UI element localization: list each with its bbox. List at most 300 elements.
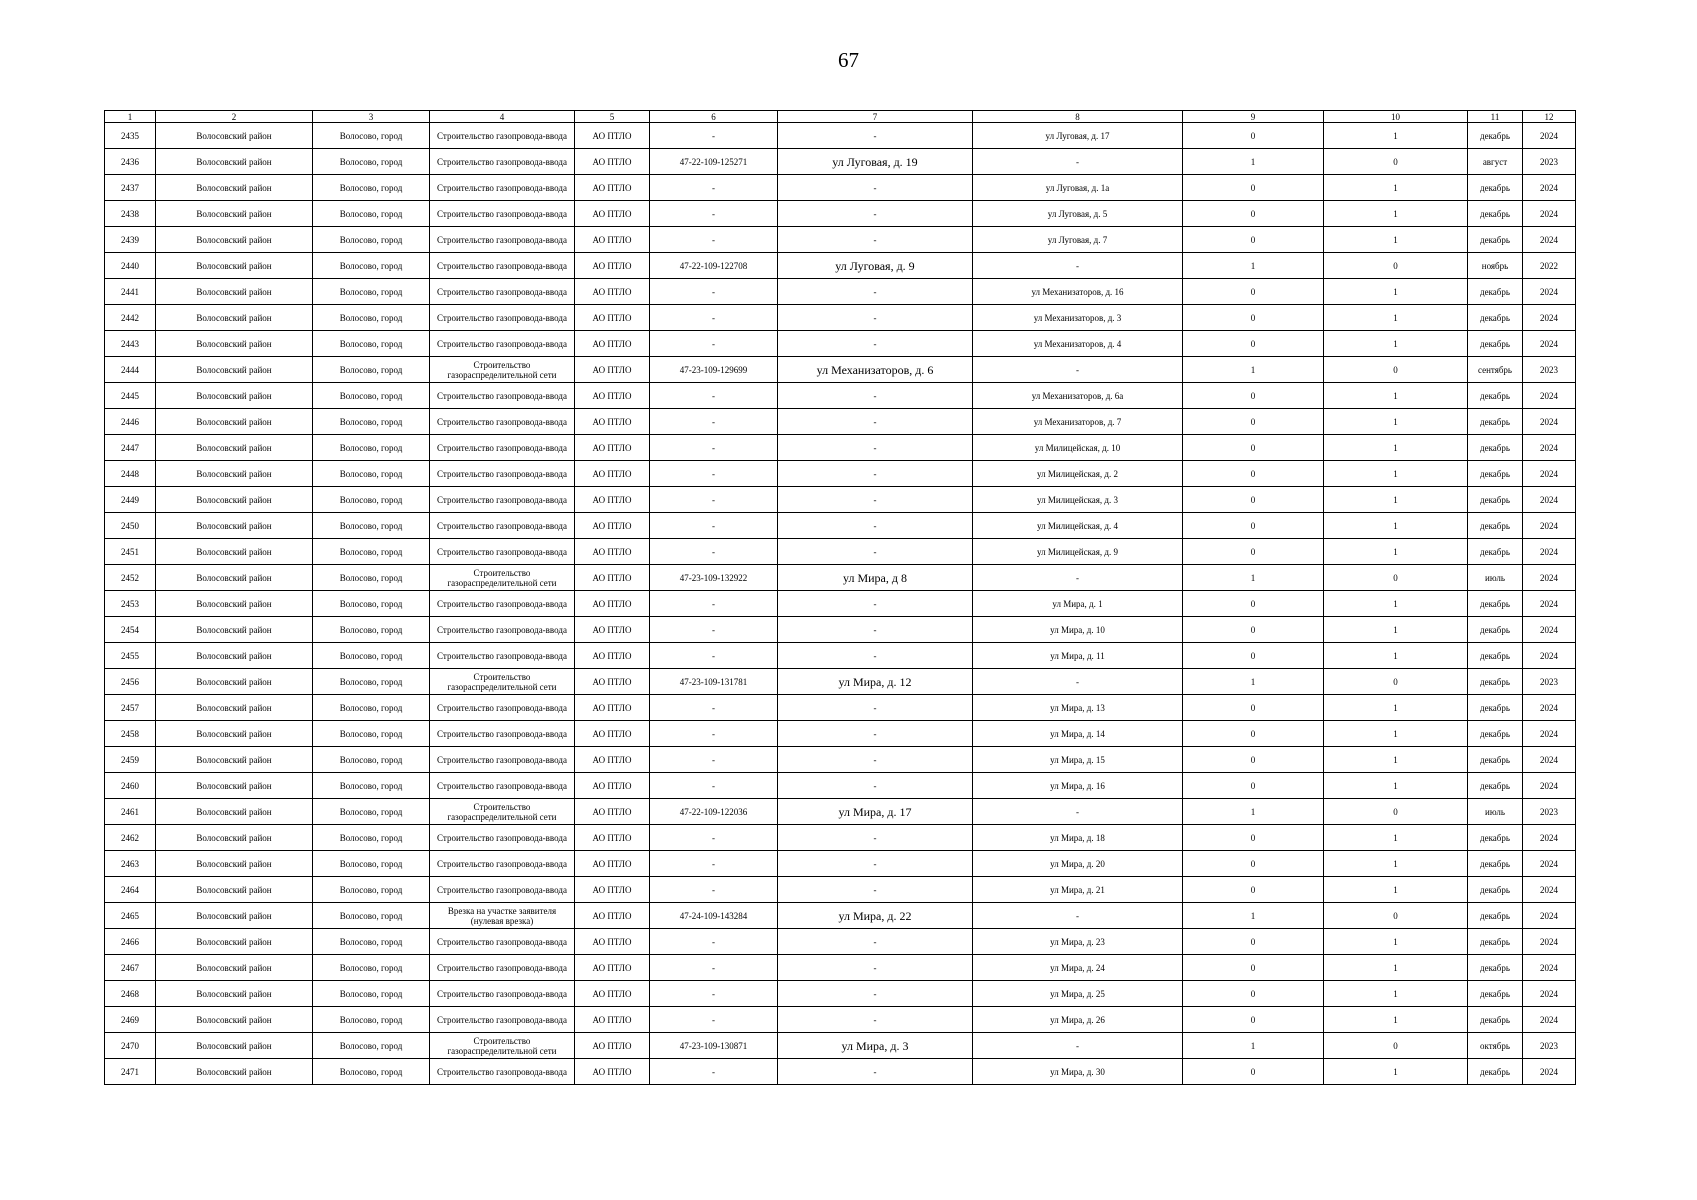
cell-row-number: 2443 xyxy=(105,331,156,357)
cell-row-number: 2456 xyxy=(105,669,156,695)
table-row xyxy=(105,513,1576,539)
cell-application-number: 47-22-109-122036 xyxy=(650,799,778,825)
cell-count-b: 0 xyxy=(1324,357,1468,383)
cell-address: ул Механизаторов, д. 16 xyxy=(973,279,1183,305)
cell-address-with-number: ул Луговая, д. 9 xyxy=(778,253,973,279)
cell-address-with-number: - xyxy=(778,227,973,253)
cell-month: декабрь xyxy=(1468,773,1523,799)
cell-count-b: 1 xyxy=(1324,1007,1468,1033)
cell-work-type: Строительство газопровода-ввода xyxy=(430,617,575,643)
cell-organization: АО ПТЛО xyxy=(575,305,650,331)
cell-month: август xyxy=(1468,149,1523,175)
cell-row-number: 2442 xyxy=(105,305,156,331)
column-header-8: 8 xyxy=(973,111,1183,123)
cell-application-number: 47-24-109-143284 xyxy=(650,903,778,929)
cell-settlement: Волосово, город xyxy=(313,929,430,955)
cell-row-number: 2435 xyxy=(105,123,156,149)
cell-year: 2024 xyxy=(1523,955,1576,981)
cell-district: Волосовский район xyxy=(156,409,313,435)
cell-address: ул Механизаторов, д. 7 xyxy=(973,409,1183,435)
cell-count-b: 0 xyxy=(1324,799,1468,825)
cell-application-number: - xyxy=(650,721,778,747)
cell-count-b: 1 xyxy=(1324,539,1468,565)
cell-organization: АО ПТЛО xyxy=(575,123,650,149)
cell-address-with-number: - xyxy=(778,929,973,955)
cell-work-type: Строительство газораспределительной сети xyxy=(430,565,575,591)
table-row xyxy=(105,721,1576,747)
cell-organization: АО ПТЛО xyxy=(575,643,650,669)
cell-application-number: 47-22-109-122708 xyxy=(650,253,778,279)
table-row xyxy=(105,253,1576,279)
cell-row-number: 2464 xyxy=(105,877,156,903)
cell-count-a: 1 xyxy=(1183,149,1324,175)
cell-application-number: - xyxy=(650,305,778,331)
cell-district: Волосовский район xyxy=(156,981,313,1007)
cell-organization: АО ПТЛО xyxy=(575,565,650,591)
cell-count-a: 1 xyxy=(1183,1033,1324,1059)
cell-address-with-number: ул Механизаторов, д. 6 xyxy=(778,357,973,383)
cell-month: декабрь xyxy=(1468,643,1523,669)
cell-address: ул Мира, д. 20 xyxy=(973,851,1183,877)
cell-month: декабрь xyxy=(1468,487,1523,513)
cell-application-number: - xyxy=(650,461,778,487)
cell-organization: АО ПТЛО xyxy=(575,149,650,175)
cell-settlement: Волосово, город xyxy=(313,227,430,253)
cell-address: ул Милицейская, д. 4 xyxy=(973,513,1183,539)
cell-month: декабрь xyxy=(1468,721,1523,747)
cell-organization: АО ПТЛО xyxy=(575,1007,650,1033)
cell-district: Волосовский район xyxy=(156,1033,313,1059)
table-row xyxy=(105,461,1576,487)
cell-address: ул Мира, д. 21 xyxy=(973,877,1183,903)
cell-month: декабрь xyxy=(1468,877,1523,903)
cell-row-number: 2463 xyxy=(105,851,156,877)
column-header-2: 2 xyxy=(156,111,313,123)
cell-count-b: 1 xyxy=(1324,1059,1468,1085)
table-row xyxy=(105,149,1576,175)
cell-settlement: Волосово, город xyxy=(313,669,430,695)
cell-count-a: 0 xyxy=(1183,929,1324,955)
cell-month: декабрь xyxy=(1468,331,1523,357)
cell-application-number: - xyxy=(650,279,778,305)
cell-year: 2024 xyxy=(1523,1007,1576,1033)
cell-address: - xyxy=(973,149,1183,175)
cell-year: 2024 xyxy=(1523,487,1576,513)
cell-count-a: 0 xyxy=(1183,435,1324,461)
table-row xyxy=(105,1033,1576,1059)
cell-count-a: 0 xyxy=(1183,773,1324,799)
cell-settlement: Волосово, город xyxy=(313,825,430,851)
cell-row-number: 2437 xyxy=(105,175,156,201)
cell-organization: АО ПТЛО xyxy=(575,617,650,643)
cell-row-number: 2462 xyxy=(105,825,156,851)
cell-organization: АО ПТЛО xyxy=(575,721,650,747)
cell-count-a: 0 xyxy=(1183,1007,1324,1033)
cell-settlement: Волосово, город xyxy=(313,877,430,903)
cell-year: 2024 xyxy=(1523,331,1576,357)
cell-application-number: - xyxy=(650,175,778,201)
cell-application-number: - xyxy=(650,955,778,981)
cell-month: декабрь xyxy=(1468,617,1523,643)
cell-district: Волосовский район xyxy=(156,201,313,227)
cell-address: ул Мира, д. 16 xyxy=(973,773,1183,799)
cell-settlement: Волосово, город xyxy=(313,1059,430,1085)
cell-settlement: Волосово, город xyxy=(313,591,430,617)
cell-settlement: Волосово, город xyxy=(313,773,430,799)
cell-row-number: 2447 xyxy=(105,435,156,461)
cell-row-number: 2459 xyxy=(105,747,156,773)
cell-address-with-number: - xyxy=(778,773,973,799)
cell-row-number: 2451 xyxy=(105,539,156,565)
cell-count-b: 0 xyxy=(1324,903,1468,929)
cell-work-type: Строительство газопровода-ввода xyxy=(430,1059,575,1085)
cell-district: Волосовский район xyxy=(156,175,313,201)
cell-work-type: Строительство газопровода-ввода xyxy=(430,253,575,279)
cell-work-type: Строительство газопровода-ввода xyxy=(430,487,575,513)
cell-count-a: 1 xyxy=(1183,799,1324,825)
cell-work-type: Строительство газопровода-ввода xyxy=(430,695,575,721)
cell-address: ул Механизаторов, д. 6а xyxy=(973,383,1183,409)
cell-month: декабрь xyxy=(1468,513,1523,539)
cell-year: 2024 xyxy=(1523,461,1576,487)
cell-count-b: 1 xyxy=(1324,591,1468,617)
table-row xyxy=(105,123,1576,149)
cell-row-number: 2453 xyxy=(105,591,156,617)
cell-address: ул Мира, д. 23 xyxy=(973,929,1183,955)
cell-district: Волосовский район xyxy=(156,539,313,565)
cell-month: декабрь xyxy=(1468,955,1523,981)
table-row xyxy=(105,227,1576,253)
cell-count-b: 1 xyxy=(1324,851,1468,877)
table-body xyxy=(105,123,1576,1085)
cell-row-number: 2458 xyxy=(105,721,156,747)
cell-district: Волосовский район xyxy=(156,435,313,461)
cell-month: декабрь xyxy=(1468,279,1523,305)
cell-district: Волосовский район xyxy=(156,747,313,773)
cell-month: декабрь xyxy=(1468,851,1523,877)
cell-organization: АО ПТЛО xyxy=(575,669,650,695)
cell-organization: АО ПТЛО xyxy=(575,981,650,1007)
cell-settlement: Волосово, город xyxy=(313,955,430,981)
cell-work-type: Строительство газопровода-ввода xyxy=(430,305,575,331)
cell-application-number: - xyxy=(650,487,778,513)
cell-application-number: 47-23-109-130871 xyxy=(650,1033,778,1059)
table-row xyxy=(105,357,1576,383)
cell-settlement: Волосово, город xyxy=(313,201,430,227)
cell-year: 2024 xyxy=(1523,929,1576,955)
table-row xyxy=(105,877,1576,903)
cell-address-with-number: ул Мира, д. 22 xyxy=(778,903,973,929)
cell-count-a: 1 xyxy=(1183,669,1324,695)
cell-work-type: Строительство газопровода-ввода xyxy=(430,929,575,955)
cell-address: ул Милицейская, д. 9 xyxy=(973,539,1183,565)
cell-organization: АО ПТЛО xyxy=(575,227,650,253)
table-row xyxy=(105,591,1576,617)
cell-organization: АО ПТЛО xyxy=(575,175,650,201)
cell-work-type: Строительство газопровода-ввода xyxy=(430,331,575,357)
cell-work-type: Строительство газопровода-ввода xyxy=(430,149,575,175)
cell-row-number: 2466 xyxy=(105,929,156,955)
cell-work-type: Строительство газопровода-ввода xyxy=(430,721,575,747)
cell-address: - xyxy=(973,669,1183,695)
cell-work-type: Строительство газопровода-ввода xyxy=(430,201,575,227)
cell-address: ул Луговая, д. 7 xyxy=(973,227,1183,253)
cell-address-with-number: ул Мира, д. 17 xyxy=(778,799,973,825)
cell-work-type: Строительство газопровода-ввода xyxy=(430,773,575,799)
cell-work-type: Строительство газопровода-ввода xyxy=(430,539,575,565)
cell-count-a: 0 xyxy=(1183,877,1324,903)
cell-address: ул Механизаторов, д. 4 xyxy=(973,331,1183,357)
cell-application-number: - xyxy=(650,981,778,1007)
cell-row-number: 2439 xyxy=(105,227,156,253)
cell-count-a: 0 xyxy=(1183,591,1324,617)
cell-settlement: Волосово, город xyxy=(313,357,430,383)
column-header-9: 9 xyxy=(1183,111,1324,123)
table-row xyxy=(105,825,1576,851)
cell-settlement: Волосово, город xyxy=(313,799,430,825)
cell-address-with-number: - xyxy=(778,1059,973,1085)
cell-organization: АО ПТЛО xyxy=(575,357,650,383)
cell-month: сентябрь xyxy=(1468,357,1523,383)
cell-month: декабрь xyxy=(1468,123,1523,149)
cell-address-with-number: - xyxy=(778,383,973,409)
cell-count-a: 0 xyxy=(1183,201,1324,227)
cell-work-type: Строительство газопровода-ввода xyxy=(430,1007,575,1033)
cell-count-b: 1 xyxy=(1324,201,1468,227)
cell-month: декабрь xyxy=(1468,747,1523,773)
cell-application-number: - xyxy=(650,513,778,539)
cell-district: Волосовский район xyxy=(156,877,313,903)
cell-count-b: 1 xyxy=(1324,721,1468,747)
cell-month: декабрь xyxy=(1468,461,1523,487)
cell-year: 2024 xyxy=(1523,201,1576,227)
cell-year: 2024 xyxy=(1523,227,1576,253)
cell-count-b: 0 xyxy=(1324,565,1468,591)
cell-settlement: Волосово, город xyxy=(313,409,430,435)
cell-count-a: 0 xyxy=(1183,513,1324,539)
cell-row-number: 2438 xyxy=(105,201,156,227)
cell-month: декабрь xyxy=(1468,539,1523,565)
cell-settlement: Волосово, город xyxy=(313,643,430,669)
cell-settlement: Волосово, город xyxy=(313,461,430,487)
cell-year: 2024 xyxy=(1523,123,1576,149)
cell-settlement: Волосово, город xyxy=(313,175,430,201)
cell-year: 2024 xyxy=(1523,877,1576,903)
cell-address: ул Мира, д. 1 xyxy=(973,591,1183,617)
cell-district: Волосовский район xyxy=(156,669,313,695)
cell-work-type: Строительство газораспределительной сети xyxy=(430,1033,575,1059)
cell-address-with-number: - xyxy=(778,955,973,981)
cell-address: ул Мира, д. 30 xyxy=(973,1059,1183,1085)
table-row xyxy=(105,799,1576,825)
cell-application-number: - xyxy=(650,617,778,643)
cell-organization: АО ПТЛО xyxy=(575,903,650,929)
cell-address-with-number: - xyxy=(778,825,973,851)
cell-organization: АО ПТЛО xyxy=(575,851,650,877)
table-row xyxy=(105,1007,1576,1033)
cell-month: декабрь xyxy=(1468,695,1523,721)
cell-row-number: 2450 xyxy=(105,513,156,539)
cell-count-b: 0 xyxy=(1324,149,1468,175)
cell-district: Волосовский район xyxy=(156,227,313,253)
cell-year: 2023 xyxy=(1523,669,1576,695)
table-row xyxy=(105,669,1576,695)
cell-year: 2023 xyxy=(1523,357,1576,383)
cell-address-with-number: - xyxy=(778,175,973,201)
column-header-6: 6 xyxy=(650,111,778,123)
cell-district: Волосовский район xyxy=(156,851,313,877)
cell-district: Волосовский район xyxy=(156,591,313,617)
cell-district: Волосовский район xyxy=(156,279,313,305)
cell-organization: АО ПТЛО xyxy=(575,487,650,513)
page-number: 67 xyxy=(838,48,859,72)
cell-address: ул Мира, д. 11 xyxy=(973,643,1183,669)
cell-district: Волосовский район xyxy=(156,773,313,799)
cell-application-number: - xyxy=(650,201,778,227)
cell-year: 2023 xyxy=(1523,149,1576,175)
table-row xyxy=(105,487,1576,513)
cell-organization: АО ПТЛО xyxy=(575,825,650,851)
cell-row-number: 2461 xyxy=(105,799,156,825)
cell-work-type: Строительство газопровода-ввода xyxy=(430,409,575,435)
cell-count-b: 1 xyxy=(1324,929,1468,955)
cell-count-b: 1 xyxy=(1324,955,1468,981)
cell-year: 2024 xyxy=(1523,903,1576,929)
cell-count-b: 1 xyxy=(1324,643,1468,669)
cell-year: 2024 xyxy=(1523,643,1576,669)
cell-application-number: - xyxy=(650,825,778,851)
cell-organization: АО ПТЛО xyxy=(575,383,650,409)
cell-district: Волосовский район xyxy=(156,149,313,175)
cell-year: 2024 xyxy=(1523,409,1576,435)
cell-work-type: Строительство газопровода-ввода xyxy=(430,435,575,461)
cell-address: - xyxy=(973,565,1183,591)
cell-application-number: - xyxy=(650,331,778,357)
table-row xyxy=(105,539,1576,565)
cell-application-number: 47-23-109-131781 xyxy=(650,669,778,695)
cell-year: 2024 xyxy=(1523,513,1576,539)
table-row xyxy=(105,279,1576,305)
cell-address-with-number: - xyxy=(778,617,973,643)
cell-organization: АО ПТЛО xyxy=(575,929,650,955)
cell-year: 2024 xyxy=(1523,1059,1576,1085)
cell-application-number: 47-22-109-125271 xyxy=(650,149,778,175)
cell-district: Волосовский район xyxy=(156,643,313,669)
cell-count-a: 0 xyxy=(1183,643,1324,669)
cell-row-number: 2444 xyxy=(105,357,156,383)
cell-year: 2023 xyxy=(1523,799,1576,825)
cell-district: Волосовский район xyxy=(156,955,313,981)
cell-address: ул Мира, д. 26 xyxy=(973,1007,1183,1033)
column-header-5: 5 xyxy=(575,111,650,123)
table-row xyxy=(105,305,1576,331)
cell-row-number: 2470 xyxy=(105,1033,156,1059)
table-row xyxy=(105,435,1576,461)
cell-district: Волосовский район xyxy=(156,383,313,409)
cell-organization: АО ПТЛО xyxy=(575,695,650,721)
cell-work-type: Строительство газораспределительной сети xyxy=(430,357,575,383)
cell-address-with-number: - xyxy=(778,981,973,1007)
cell-address-with-number: - xyxy=(778,695,973,721)
cell-count-b: 1 xyxy=(1324,513,1468,539)
cell-month: октябрь xyxy=(1468,1033,1523,1059)
cell-address-with-number: - xyxy=(778,123,973,149)
cell-address-with-number: - xyxy=(778,279,973,305)
cell-count-b: 1 xyxy=(1324,617,1468,643)
cell-month: декабрь xyxy=(1468,435,1523,461)
cell-settlement: Волосово, город xyxy=(313,305,430,331)
cell-count-b: 0 xyxy=(1324,1033,1468,1059)
cell-row-number: 2436 xyxy=(105,149,156,175)
cell-organization: АО ПТЛО xyxy=(575,1059,650,1085)
table-row xyxy=(105,929,1576,955)
cell-organization: АО ПТЛО xyxy=(575,201,650,227)
cell-settlement: Волосово, город xyxy=(313,565,430,591)
cell-work-type: Строительство газопровода-ввода xyxy=(430,461,575,487)
table-row xyxy=(105,617,1576,643)
cell-work-type: Строительство газопровода-ввода xyxy=(430,513,575,539)
cell-address: - xyxy=(973,1033,1183,1059)
cell-month: декабрь xyxy=(1468,903,1523,929)
cell-address-with-number: - xyxy=(778,305,973,331)
cell-address: ул Мира, д. 13 xyxy=(973,695,1183,721)
cell-count-a: 0 xyxy=(1183,1059,1324,1085)
cell-address-with-number: ул Луговая, д. 19 xyxy=(778,149,973,175)
cell-organization: АО ПТЛО xyxy=(575,955,650,981)
cell-count-a: 0 xyxy=(1183,747,1324,773)
cell-address: ул Мира, д. 24 xyxy=(973,955,1183,981)
table-row xyxy=(105,565,1576,591)
cell-month: декабрь xyxy=(1468,1007,1523,1033)
cell-application-number: - xyxy=(650,227,778,253)
cell-district: Волосовский район xyxy=(156,305,313,331)
cell-year: 2024 xyxy=(1523,981,1576,1007)
cell-settlement: Волосово, город xyxy=(313,487,430,513)
cell-address-with-number: ул Мира, д 8 xyxy=(778,565,973,591)
cell-year: 2024 xyxy=(1523,591,1576,617)
cell-district: Волосовский район xyxy=(156,617,313,643)
cell-row-number: 2452 xyxy=(105,565,156,591)
cell-address-with-number: - xyxy=(778,747,973,773)
cell-count-b: 1 xyxy=(1324,461,1468,487)
column-header-10: 10 xyxy=(1324,111,1468,123)
cell-district: Волосовский район xyxy=(156,357,313,383)
cell-organization: АО ПТЛО xyxy=(575,799,650,825)
cell-count-b: 0 xyxy=(1324,669,1468,695)
cell-work-type: Строительство газопровода-ввода xyxy=(430,955,575,981)
cell-month: декабрь xyxy=(1468,201,1523,227)
cell-address: ул Мира, д. 10 xyxy=(973,617,1183,643)
cell-year: 2023 xyxy=(1523,1033,1576,1059)
cell-address-with-number: - xyxy=(778,721,973,747)
cell-month: декабрь xyxy=(1468,669,1523,695)
cell-application-number: - xyxy=(650,123,778,149)
cell-work-type: Строительство газопровода-ввода xyxy=(430,643,575,669)
cell-count-b: 1 xyxy=(1324,825,1468,851)
table-row xyxy=(105,981,1576,1007)
cell-application-number: - xyxy=(650,851,778,877)
cell-year: 2024 xyxy=(1523,747,1576,773)
cell-district: Волосовский район xyxy=(156,799,313,825)
cell-row-number: 2457 xyxy=(105,695,156,721)
table-row xyxy=(105,955,1576,981)
cell-month: декабрь xyxy=(1468,591,1523,617)
cell-settlement: Волосово, город xyxy=(313,981,430,1007)
cell-application-number: - xyxy=(650,877,778,903)
cell-count-b: 1 xyxy=(1324,123,1468,149)
cell-address: ул Луговая, д. 17 xyxy=(973,123,1183,149)
cell-work-type: Врезка на участке заявителя (нулевая врезка) xyxy=(430,903,575,929)
